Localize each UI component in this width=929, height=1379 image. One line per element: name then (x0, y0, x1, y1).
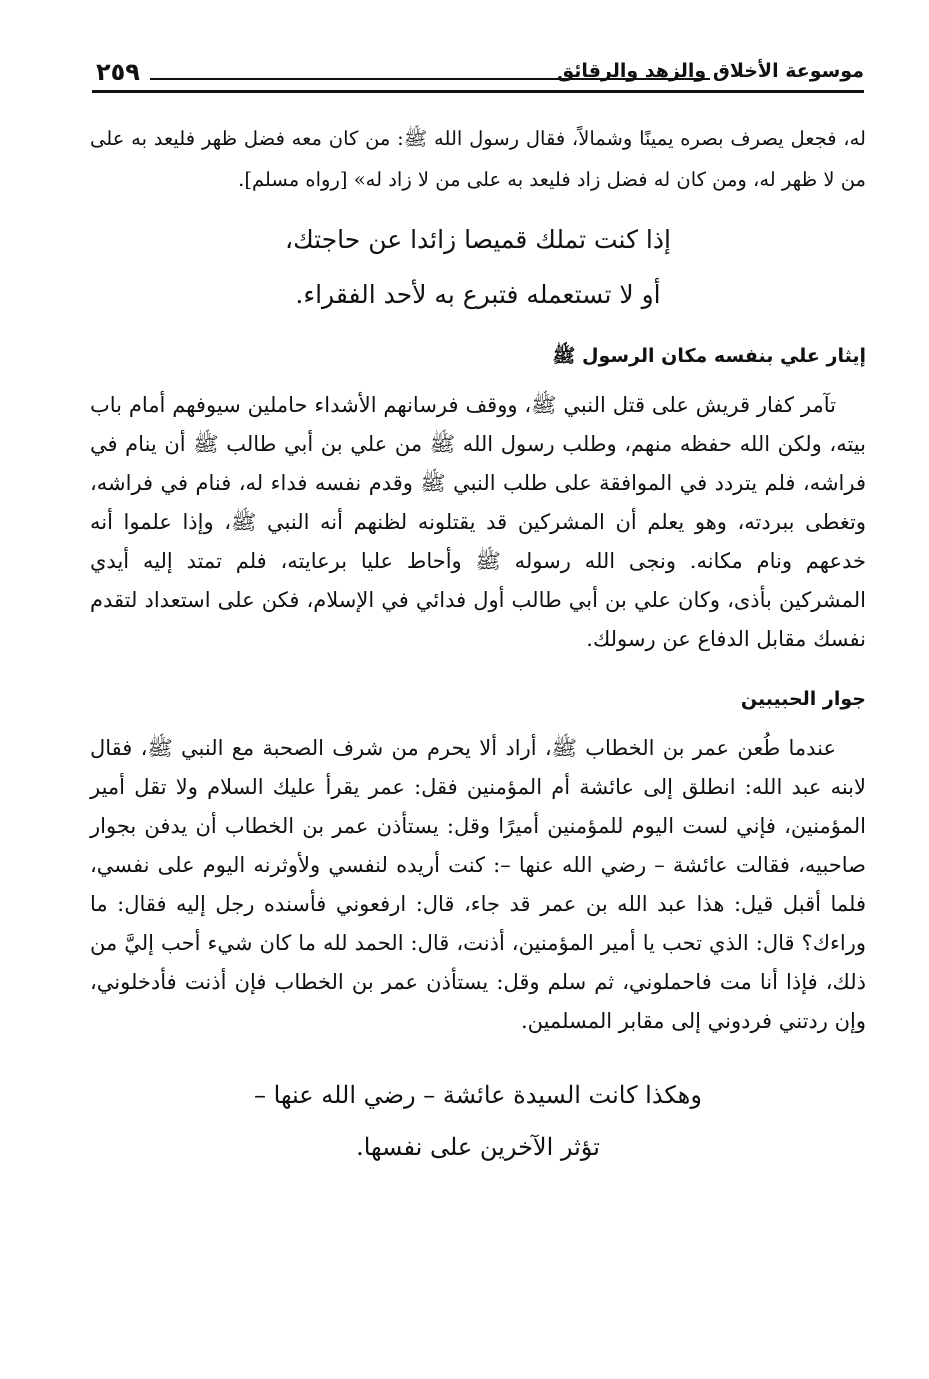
intro-paragraph: له، فجعل يصرف بصره يمينًا وشمالاً، فقال رسول الله ﷺ: من كان معه فضل ظهر فليعد به على من لا ظهر له، ومن كان له فضل زاد فليعد به على من لا زاد له» [رواه مسلم]. (90, 127, 866, 191)
running-title: موسوعة الأخلاق والزهد والرقائق (557, 60, 864, 82)
section-heading: إيثار علي بنفسه مكان الرسول ﷺ (552, 345, 866, 367)
closing-poem (90, 1069, 866, 1173)
page-content (90, 118, 866, 1173)
section-paragraph: عندما طُعن عمر بن الخطاب ﷺ، أراد ألا يحرم من شرف الصحبة مع النبي ﷺ، فقال لابنه عبد الله: انطلق إلى عائشة أم المؤمنين فقل: عمر يقرأ عليك السلام ولا تقل أمير المؤمنين، فإني لست اليوم للمؤمنين أميرًا وقل: يستأذن عمر بن الخطاب أن يدفن بجوار صاحبيه، فقالت عائشة – رضي الله عنها –: كنت أريده لنفسي ولأوثرنه اليوم على نفسي، فلما أقبل قيل: هذا عبد الله بن عمر قد جاء، قال: ارفعوني فأسنده رجل إليه فقال: ما وراءك؟ قال: الذي تحب يا أمير المؤمنين، أذنت، قال: الحمد لله ما كان شيء أحب إليَّ من ذلك، فإذا أنا مت فاحملوني، ثم سلم وقل: يستأذن عمر بن الخطاب فإن أذنت فأدخلوني، وإن ردتني فردوني إلى مقابر المسلمين. (90, 736, 866, 1033)
poem-line: أو لا تستعمله فتبرع به لأحد الفقراء. (295, 280, 661, 309)
poem-line: إذا كنت تملك قميصا زائدا عن حاجتك، (285, 225, 671, 254)
poem-line: وهكذا كانت السيدة عائشة – رضي الله عنها – (254, 1081, 702, 1109)
poem-block (90, 212, 866, 322)
page-header (92, 52, 864, 94)
section-paragraph: تآمر كفار قريش على قتل النبي ﷺ، ووقف فرسانهم الأشداء حاملين سيوفهم أمام باب بيته، ولكن الله حفظه منهم، وطلب رسول الله ﷺ من علي بن أبي طالب ﷺ أن ينام في فراشه، فلم يتردد في الموافقة على طلب النبي ﷺ وقدم نفسه فداء له، فنام في فراشه، وتغطى ببردته، وهو يعلم أن المشركين قد يقتلونه لظنهم أنه النبي ﷺ، وإذا علموا أنه خدعهم ونام مكانه. ونجى الله رسوله ﷺ وأحاط عليا برعايته، فلم تمتد إليه أيدي المشركين بأذى، وكان علي بن أبي طالب أول فدائي في الإسلام، فكن على استعداد لتقدم نفسك مقابل الدفاع عن رسولك. (90, 393, 866, 651)
header-rule (92, 90, 864, 93)
poem-line: تؤثر الآخرين على نفسها. (356, 1133, 600, 1161)
section-heading: جوار الحبيبين (740, 688, 866, 710)
page-number: ٢٥٩ (96, 58, 140, 86)
